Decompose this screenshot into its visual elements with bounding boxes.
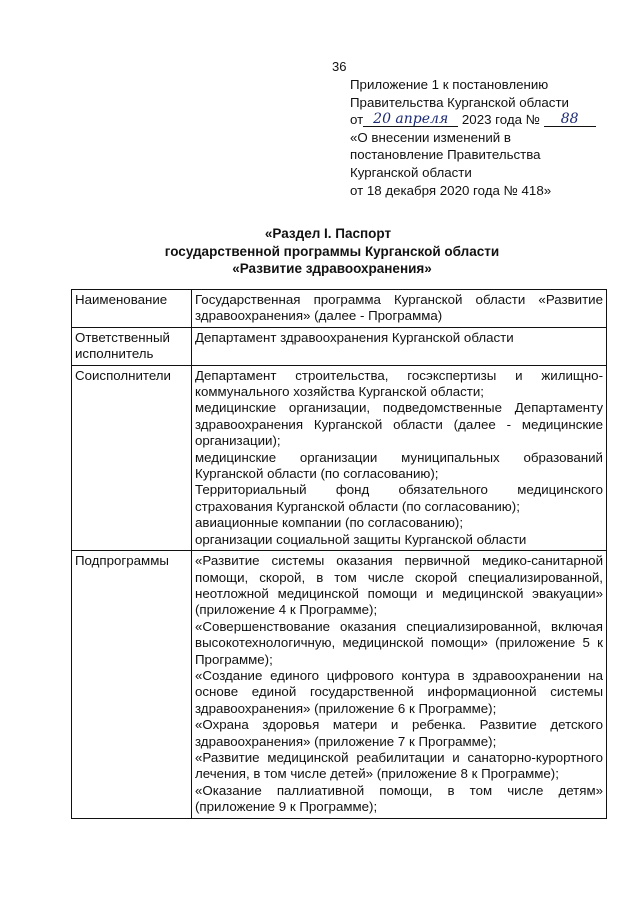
title-line-3: «Развитие здравоохранения»	[232, 261, 432, 276]
content-item: «Создание единого цифрового контура в здравоохранении на основе единой государственной информационной системы здравоохранения» (приложение 6 к Программе);	[195, 667, 603, 716]
content-item: Территориальный фонд обязательного медицинского страхования Курганской области (по согласованию);	[195, 482, 603, 514]
handwritten-number-text: 88	[560, 111, 579, 128]
table-row-coexecutors	[72, 365, 607, 550]
content-item: «Развитие медицинской реабилитации и санаторно-курортного лечения, в том числе детей» (приложение 8 к Программе);	[195, 749, 603, 782]
subject-line: постановление Правительства	[350, 147, 541, 163]
content-item: «Совершенствование оказания специализированной, включая высокотехнологичную, медицинской помощи» (приложение 5 к Программе);	[195, 618, 603, 667]
content-item: авиационные компании (по согласованию);	[195, 515, 464, 531]
handwritten-date-text: 20 апреля	[373, 111, 449, 128]
content-item: «Оказание паллиативной помощи, в том числе детям» (приложение 9 к Программе);	[195, 782, 603, 815]
content-item: «Развитие системы оказания первичной медико-санитарной помощи, скорой, в том числе скорой специализированной, неотложной медицинской помощи и медицинской эвакуации» (приложение 4 к Программе);	[195, 553, 603, 618]
handwritten-date	[363, 112, 458, 127]
appendix-block	[350, 76, 635, 199]
content-item: организации социальной защиты Курганской области	[195, 531, 527, 547]
row-label: Наименование	[72, 290, 192, 328]
page-number: 36	[332, 59, 347, 74]
appendix-line: Правительства Курганской области	[350, 94, 569, 110]
row-content	[192, 365, 607, 550]
appendix-line: Приложение 1 к постановлению	[350, 77, 549, 92]
appendix-date-line	[350, 111, 635, 129]
table-row-name	[72, 290, 607, 328]
content-item: медицинские организации, подведомственные Департаменту здравоохранения Курганской области (далее - медицинские организации);	[195, 400, 603, 449]
row-label: Ответственный исполнитель	[72, 327, 192, 365]
date-prefix: от	[350, 112, 364, 128]
subject-line: Курганской области	[350, 164, 472, 180]
section-title	[0, 225, 640, 278]
subject-line: от 18 декабря 2020 года № 418»	[350, 182, 552, 198]
handwritten-number	[544, 112, 596, 127]
title-line-2: государственной программы Курганской области	[164, 243, 500, 259]
content-item: Департамент здравоохранения Курганской области	[195, 329, 514, 345]
table-row-subprograms	[72, 551, 607, 819]
subject-line: «О внесении изменений в	[350, 129, 511, 145]
title-line-1: «Раздел I. Паспорт	[264, 226, 392, 241]
table-row-executor	[72, 327, 607, 365]
passport-table	[71, 289, 607, 819]
row-content	[192, 290, 607, 328]
row-label: Соисполнители	[72, 365, 192, 550]
content-item: Государственная программа Курганской области «Развитие здравоохранения» (далее - Программа)	[195, 292, 603, 324]
row-content	[192, 551, 607, 819]
content-item: Департамент строительства, госэкспертизы и жилищно-коммунального хозяйства Курганской области;	[195, 367, 603, 400]
year-text: 2023 года №	[461, 112, 540, 128]
row-label: Подпрограммы	[72, 551, 192, 819]
content-item: «Охрана здоровья матери и ребенка. Развитие детского здравоохранения» (приложение 7 к Программе);	[195, 717, 603, 749]
row-content	[192, 327, 607, 365]
content-item: медицинские организации муниципальных образований Курганской области (по согласованию);	[195, 449, 603, 482]
